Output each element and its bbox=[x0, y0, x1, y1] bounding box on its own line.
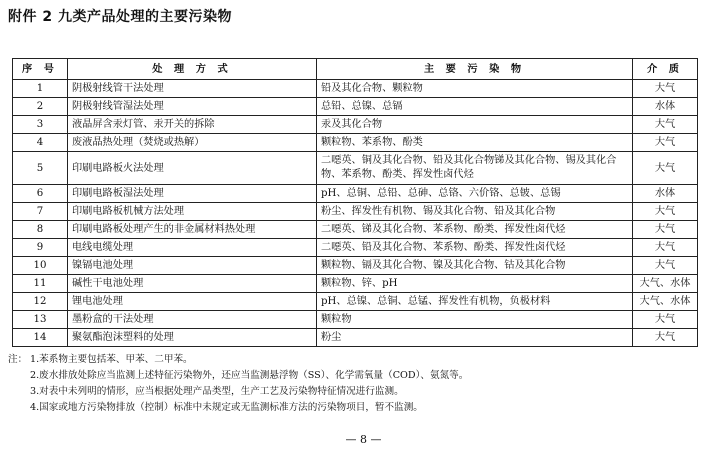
row-number: 2 bbox=[13, 98, 68, 116]
row-method: 镍镉电池处理 bbox=[68, 257, 317, 275]
row-pollutants: 粉尘、挥发性有机物、锡及其化合物、铅及其化合物 bbox=[317, 203, 633, 221]
row-medium: 大气、水体 bbox=[633, 293, 698, 311]
table-row bbox=[13, 98, 698, 116]
row-method: 墨粉盒的干法处理 bbox=[68, 311, 317, 329]
row-medium: 大气 bbox=[633, 311, 698, 329]
row-pollutants: pH、总铜、总铅、总砷、总铬、六价铬、总铍、总锡 bbox=[317, 185, 633, 203]
row-method: 印刷电路板处理产生的非金属材料热处理 bbox=[68, 221, 317, 239]
table-row bbox=[13, 116, 698, 134]
table-row bbox=[13, 311, 698, 329]
row-number: 14 bbox=[13, 329, 68, 347]
row-pollutants: 颗粒物、镉及其化合物、镍及其化合物、钴及其化合物 bbox=[317, 257, 633, 275]
header-no: 序 号 bbox=[13, 59, 68, 80]
row-pollutants: pH、总镍、总铜、总锰、挥发性有机物，负极材料 bbox=[317, 293, 633, 311]
footnote-prefix: 注： bbox=[8, 354, 28, 365]
row-pollutants: 颗粒物、苯系物、酚类 bbox=[317, 134, 633, 152]
header-pollutants: 主 要 污 染 物 bbox=[317, 59, 633, 80]
row-medium: 大气 bbox=[633, 134, 698, 152]
row-number: 5 bbox=[13, 152, 68, 185]
table-row bbox=[13, 185, 698, 203]
row-medium: 大气 bbox=[633, 80, 698, 98]
row-pollutants: 颗粒物 bbox=[317, 311, 633, 329]
row-medium: 大气 bbox=[633, 152, 698, 185]
page-title: 附件 2 九类产品处理的主要污染物 bbox=[8, 9, 232, 25]
row-pollutants: 铅及其化合物、颗粒物 bbox=[317, 80, 633, 98]
row-method: 废液晶热处理（焚烧或热解） bbox=[68, 134, 317, 152]
table-row bbox=[13, 239, 698, 257]
row-medium: 大气 bbox=[633, 221, 698, 239]
row-medium: 大气 bbox=[633, 203, 698, 221]
footnote-line bbox=[8, 400, 468, 416]
row-number: 6 bbox=[13, 185, 68, 203]
table-row bbox=[13, 275, 698, 293]
row-method: 印刷电路板湿法处理 bbox=[68, 185, 317, 203]
row-number: 4 bbox=[13, 134, 68, 152]
row-pollutants: 二噁英、铜及其化合物、铅及其化合物锑及其化合物、锡及其化合物、苯系物、酚类、挥发性卤代烃 bbox=[317, 152, 633, 185]
table-header-row bbox=[13, 59, 698, 80]
footnote-item: 4.国家或地方污染物排放（控制）标准中未规定或无监测标准方法的污染物项目，暂不监测。 bbox=[30, 402, 423, 413]
row-medium: 大气 bbox=[633, 116, 698, 134]
row-number: 1 bbox=[13, 80, 68, 98]
footnote-line bbox=[8, 384, 468, 400]
row-number: 8 bbox=[13, 221, 68, 239]
row-method: 印刷电路板火法处理 bbox=[68, 152, 317, 185]
row-number: 3 bbox=[13, 116, 68, 134]
row-medium: 水体 bbox=[633, 98, 698, 116]
pollutant-table bbox=[12, 58, 698, 347]
header-method: 处 理 方 式 bbox=[68, 59, 317, 80]
table-row bbox=[13, 203, 698, 221]
table-row bbox=[13, 152, 698, 185]
row-number: 9 bbox=[13, 239, 68, 257]
row-medium: 大气 bbox=[633, 329, 698, 347]
row-number: 10 bbox=[13, 257, 68, 275]
row-medium: 大气 bbox=[633, 257, 698, 275]
row-pollutants: 二噁英、铅及其化合物、苯系物、酚类、挥发性卤代烃 bbox=[317, 239, 633, 257]
row-method: 电线电缆处理 bbox=[68, 239, 317, 257]
row-medium: 大气 bbox=[633, 239, 698, 257]
row-medium: 大气、水体 bbox=[633, 275, 698, 293]
row-pollutants: 二噁英、锑及其化合物、苯系物、酚类、挥发性卤代烃 bbox=[317, 221, 633, 239]
row-pollutants: 颗粒物、锌、pH bbox=[317, 275, 633, 293]
row-number: 12 bbox=[13, 293, 68, 311]
row-medium: 水体 bbox=[633, 185, 698, 203]
row-method: 印刷电路板机械方法处理 bbox=[68, 203, 317, 221]
row-number: 11 bbox=[13, 275, 68, 293]
table-row bbox=[13, 134, 698, 152]
table-row bbox=[13, 293, 698, 311]
page-number: — 8 — bbox=[345, 433, 382, 446]
table-row bbox=[13, 80, 698, 98]
row-method: 液晶屏含汞灯管、汞开关的拆除 bbox=[68, 116, 317, 134]
row-pollutants: 汞及其化合物 bbox=[317, 116, 633, 134]
footnote-item: 2.废水排放处除应当监测上述特征污染物外，还应当监测悬浮物（SS）、化学需氧量（COD）、氨氮等。 bbox=[30, 370, 469, 381]
row-pollutants: 总铅、总镍、总镉 bbox=[317, 98, 633, 116]
footnote-item: 1.苯系物主要包括苯、甲苯、二甲苯。 bbox=[30, 354, 193, 365]
row-number: 7 bbox=[13, 203, 68, 221]
row-method: 碱性干电池处理 bbox=[68, 275, 317, 293]
header-medium: 介 质 bbox=[633, 59, 698, 80]
row-method: 聚氨酯泡沫塑料的处理 bbox=[68, 329, 317, 347]
row-method: 阴极射线管干法处理 bbox=[68, 80, 317, 98]
footnote-line bbox=[8, 352, 468, 368]
row-pollutants: 粉尘 bbox=[317, 329, 633, 347]
footnotes bbox=[8, 352, 468, 416]
table-row bbox=[13, 221, 698, 239]
table-row bbox=[13, 257, 698, 275]
footnote-item: 3.对表中未列明的情形，应当根据处理产品类型，生产工艺及污染物特征情况进行监测。 bbox=[30, 386, 404, 397]
row-number: 13 bbox=[13, 311, 68, 329]
footnote-line bbox=[8, 368, 468, 384]
table-row bbox=[13, 329, 698, 347]
row-method: 锂电池处理 bbox=[68, 293, 317, 311]
row-method: 阴极射线管湿法处理 bbox=[68, 98, 317, 116]
